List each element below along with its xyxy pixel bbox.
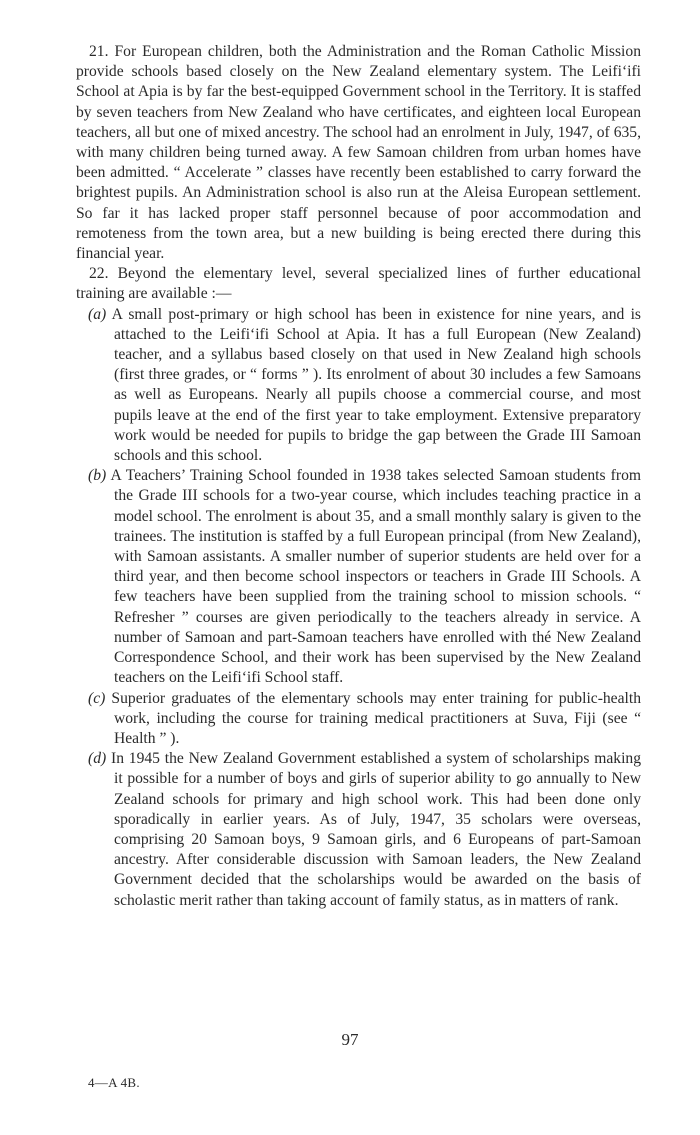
list-item-c <box>76 689 641 750</box>
list-item-label: (b) <box>88 467 107 485</box>
list-item-text: A Teachers’ Training School founded in 1938 takes selected Samoan students from the Grade III schools for a two-year course, which includes teaching practice in a model school. The enrolment is about 35, and a small monthly salary is given to the trainees. The institution is staffed by a full European principal (from New Zealand), with Samoan assistants. A smaller number of superior students are held over for a third year, and then become school inspectors or teachers in Grade III Schools. A few teachers have been supplied from the training school to mission schools. “ Refresher ” courses are given periodically to the teachers already in service. A number of Samoan and part-Samoan teachers have enrolled with thé New Zealand Correspondence School, and their work has been supervised by the New Zealand teachers on the Leifi‘ifi School staff. <box>110 467 641 687</box>
list-item-a <box>76 305 641 467</box>
paragraph-21: 21. For European children, both the Administration and the Roman Catholic Mission provide schools based closely on the New Zealand elementary system. The Leifi‘ifi School at Apia is by far the best-equipped Government school in the Territory. It is staffed by seven teachers from New Zealand who have certificates, and eighteen local European teachers, all but one of mixed ancestry. The school had an enrolment in July, 1947, of 635, with many children being turned away. A few Samoan children from urban homes have been admitted. “ Accelerate ” classes have recently been established to carry forward the brightest pupils. An Administration school is also run at the Aleisa European settlement. So far it has lacked proper staff personnel because of poor accommodation and remoteness from the town area, but a new building is being erected there during this financial year. <box>76 43 641 263</box>
page-number: 97 <box>341 1030 359 1049</box>
list-item-label: (d) <box>88 750 107 768</box>
list-item-d <box>76 749 641 911</box>
list-item-text: In 1945 the New Zealand Government established a system of scholarships making it possible for a number of boys and girls of superior ability to go annually to New Zealand schools for primary and high school work. This had been done only sporadically in earlier years. As of July, 1947, 35 scholars were overseas, comprising 20 Samoan boys, 9 Samoan girls, and 6 Europeans of part-Samoan ancestry. After considerable discussion with Samoan leaders, the New Zealand Government decided that the scholarships would be awarded on the basis of scholastic merit rather than taking account of family status, as in matters of rank. <box>111 750 641 909</box>
list-item-text: A small post-primary or high school has been in existence for nine years, and is attached to the Leifi‘ifi School at Apia. It has a full European (New Zealand) teacher, and a syllabus based closely on that used in New Zealand high schools (first three grades, or “ forms ” ). Its enrolment of about 30 includes a few Samoans as well as Europeans. Nearly all pupils choose a commercial course, and most pupils leave at the end of the first year to take employment. Extensive preparatory work would be needed for pupils to bridge the gap between the Grade III Samoan schools and this school. <box>111 305 641 465</box>
list-item-text: Superior graduates of the elementary schools may enter training for public-health work, including the course for training medical practitioners at Suva, Fiji (see “ Health ” ). <box>111 689 641 747</box>
list-item-label: (c) <box>88 689 106 707</box>
document-body <box>76 42 641 911</box>
paragraph-22: 22. Beyond the elementary level, several specialized lines of further educational training are available :— <box>76 265 641 303</box>
list-item-b <box>76 466 641 688</box>
printer-signature-mark: 4—A 4B. <box>88 1075 140 1090</box>
list-item-label: (a) <box>88 305 107 323</box>
